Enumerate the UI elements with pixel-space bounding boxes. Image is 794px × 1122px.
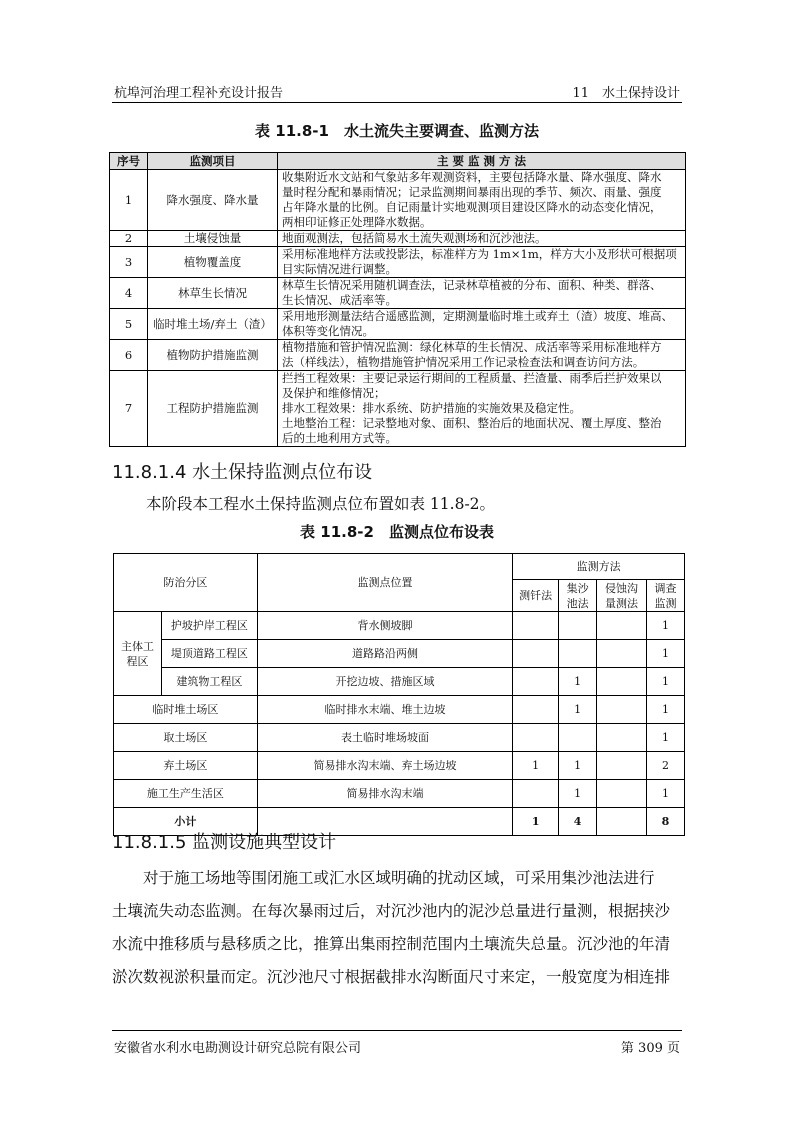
position: 表土临时堆场坡面 [257, 724, 512, 752]
section-heading-facility-design: 11.8.1.5 监测设施典型设计 [112, 832, 337, 853]
cell-pool: 1 [559, 668, 597, 696]
zone-main: 主体工程区 [114, 612, 162, 696]
cell-pin [513, 780, 559, 808]
method-line: 体积等变化情况。 [282, 324, 374, 338]
section-heading-monitoring-points: 11.8.1.4 水土保持监测点位布设 [112, 462, 373, 483]
monitoring-points-table [113, 553, 685, 836]
row-number: 7 [110, 371, 148, 447]
monitoring-item: 土壤侵蚀量 [148, 231, 278, 247]
table-row [114, 668, 685, 696]
table-row [114, 780, 685, 808]
table-row [114, 554, 685, 580]
cell-gully [597, 724, 647, 752]
method-line: 地面观测法，包括简易水土流失观测场和沉沙池法。 [282, 231, 547, 245]
method-line: 及保护和维修情况； [282, 386, 386, 400]
row-number: 5 [110, 309, 148, 340]
table2-caption: 表 11.8-2 监测点位布设表 [300, 523, 494, 541]
page-number: 第 309 页 [620, 1041, 680, 1056]
position: 简易排水沟末端 [257, 780, 512, 808]
method-line: 占年降水量的比例。自记雨量计实地观测项目建设区降水的动态变化情况， [282, 200, 662, 214]
method-line: 收集附近水文站和气象站多年观测资料，主要包括降水量、降水强度、降水 [282, 170, 662, 184]
monitoring-item: 林草生长情况 [148, 278, 278, 309]
col-header-no: 序号 [110, 153, 148, 170]
cell-survey: 1 [647, 640, 685, 668]
header-methods: 监测方法 [513, 554, 685, 580]
header-method-sediment-pool: 集沙池法 [559, 580, 597, 612]
cell-pin: 1 [513, 752, 559, 780]
method-line: 目实际情况进行调整。 [282, 262, 397, 276]
position: 开挖边坡、措施区域 [257, 668, 512, 696]
row-number: 4 [110, 278, 148, 309]
cell-survey: 1 [647, 724, 685, 752]
header-method-survey: 调查监测 [647, 580, 685, 612]
cell-survey: 1 [647, 780, 685, 808]
position: 背水侧坡脚 [257, 612, 512, 640]
cell-gully [597, 612, 647, 640]
cell-survey: 1 [647, 696, 685, 724]
table-row [114, 752, 685, 780]
position: 道路路沿两侧 [257, 640, 512, 668]
cell-pool: 1 [559, 752, 597, 780]
section-paragraph: 本阶段本工程水土保持监测点位布置如表 11.8-2。 [146, 495, 496, 513]
total-pin: 1 [513, 808, 559, 836]
table-row [110, 371, 686, 447]
total-survey: 8 [647, 808, 685, 836]
cell-pool [559, 724, 597, 752]
method-line: 采用地形测量法结合遥感监测，定期测量临时堆土或弃土（渣）坡度、堆高、 [282, 309, 673, 323]
header-method-gully: 侵蚀沟量测法 [597, 580, 647, 612]
method-line: 排水工程效果：排水系统、防护措施的实施效果及稳定性。 [282, 401, 581, 415]
method-line: 植物措施和管护情况监测：绿化林草的生长情况、成活率等采用标准地样方 [282, 340, 662, 354]
zone-sub: 护坡护岸工程区 [161, 612, 257, 640]
total-pool: 4 [559, 808, 597, 836]
table-row [114, 612, 685, 640]
method-line: 林草生长情况采用随机调查法，记录林草植被的分布、面积、种类、群落、 [282, 278, 662, 292]
zone-sub: 堤顶道路工程区 [161, 640, 257, 668]
header-zone: 防治分区 [114, 554, 258, 612]
table-row [110, 247, 686, 278]
header-method-pin: 测钎法 [513, 580, 559, 612]
row-number: 3 [110, 247, 148, 278]
body-line: 对于施工场地等围闭施工或汇水区域明确的扰动区域，可采用集沙池法进行 [112, 869, 655, 887]
monitoring-method [278, 340, 686, 371]
position: 简易排水沟末端、弃土场边坡 [257, 752, 512, 780]
table-row [114, 724, 685, 752]
monitoring-method [278, 247, 686, 278]
table-row [114, 696, 685, 724]
cell-pin [513, 668, 559, 696]
body-line: 水流中推移质与悬移质之比，推算出集雨控制范围内土壤流失总量。沉沙池的年清 [112, 935, 671, 953]
table-row [110, 170, 686, 231]
method-line: 拦挡工程效果：主要记录运行期间的工程质量、拦渣量、雨季后拦护效果以 [282, 371, 662, 385]
total-gully [597, 808, 647, 836]
cell-survey: 1 [647, 612, 685, 640]
zone: 取土场区 [114, 724, 258, 752]
method-line: 采用标准地样方法或投影法，标准样方为 1m×1m，样方大小及形状可根据项 [282, 247, 677, 261]
monitoring-method [278, 371, 686, 447]
header-position: 监测点位置 [257, 554, 512, 612]
monitoring-item: 植物覆盖度 [148, 247, 278, 278]
header-report-title: 杭埠河治理工程补充设计报告 [114, 86, 284, 101]
monitoring-method [278, 170, 686, 231]
monitoring-item: 工程防护措施监测 [148, 371, 278, 447]
cell-gully [597, 668, 647, 696]
monitoring-item: 降水强度、降水量 [148, 170, 278, 231]
row-number: 1 [110, 170, 148, 231]
cell-gully [597, 752, 647, 780]
monitoring-method [278, 278, 686, 309]
cell-pool: 1 [559, 696, 597, 724]
header-chapter: 11 水土保持设计 [572, 86, 680, 101]
body-line: 淤次数视淤积量而定。沉沙池尺寸根据截排水沟断面尺寸来定，一般宽度为相连排 [112, 968, 671, 986]
cell-gully [597, 696, 647, 724]
cell-pin [513, 612, 559, 640]
monitoring-methods-table [109, 152, 686, 447]
zone: 弃土场区 [114, 752, 258, 780]
section-body [112, 862, 684, 994]
cell-survey: 2 [647, 752, 685, 780]
method-line: 量时程分配和暴雨情况；记录监测期间暴雨出现的季节、频次、雨量、强度 [282, 185, 662, 199]
row-number: 2 [110, 231, 148, 247]
method-line: 后的土地利用方式等。 [282, 431, 397, 445]
method-line: 生长情况、成活率等。 [282, 293, 397, 307]
monitoring-item: 临时堆土场/弃土（渣） [148, 309, 278, 340]
total-label: 小计 [114, 808, 258, 836]
table1-caption: 表 11.8-1 水土流失主要调查、监测方法 [255, 122, 539, 140]
footer-company: 安徽省水利水电勘测设计研究总院有限公司 [114, 1041, 362, 1056]
cell-pin [513, 696, 559, 724]
table-row [110, 309, 686, 340]
cell-pin [513, 640, 559, 668]
body-line: 土壤流失动态监测。在每次暴雨过后，对沉沙池内的泥沙总量进行量测，根据挟沙 [112, 902, 671, 920]
row-number: 6 [110, 340, 148, 371]
page-header [112, 80, 682, 103]
cell-pool: 1 [559, 780, 597, 808]
table-row [114, 640, 685, 668]
zone: 施工生产生活区 [114, 780, 258, 808]
table-row [110, 231, 686, 247]
monitoring-method [278, 231, 686, 247]
cell-gully [597, 780, 647, 808]
table-row [110, 340, 686, 371]
page-footer [112, 1030, 682, 1055]
zone-sub: 建筑物工程区 [161, 668, 257, 696]
monitoring-item: 植物防护措施监测 [148, 340, 278, 371]
position: 临时排水末端、堆土边坡 [257, 696, 512, 724]
cell-pool [559, 640, 597, 668]
table-header-row [110, 153, 686, 170]
method-line: 两相印证修正处理降水数据。 [282, 215, 432, 229]
cell-pin [513, 724, 559, 752]
col-header-method: 主 要 监 测 方 法 [278, 153, 686, 170]
table-row [110, 278, 686, 309]
cell-gully [597, 640, 647, 668]
cell-pool [559, 612, 597, 640]
zone: 临时堆土场区 [114, 696, 258, 724]
method-line: 土地整治工程：记录整地对象、面积、整治后的地面状况、覆土厚度、整治 [282, 416, 662, 430]
col-header-item: 监测项目 [148, 153, 278, 170]
cell-survey: 1 [647, 668, 685, 696]
method-line: 法（样线法），植物措施管护情况采用工作记录检查法和调查访问方法。 [282, 355, 645, 369]
monitoring-method [278, 309, 686, 340]
